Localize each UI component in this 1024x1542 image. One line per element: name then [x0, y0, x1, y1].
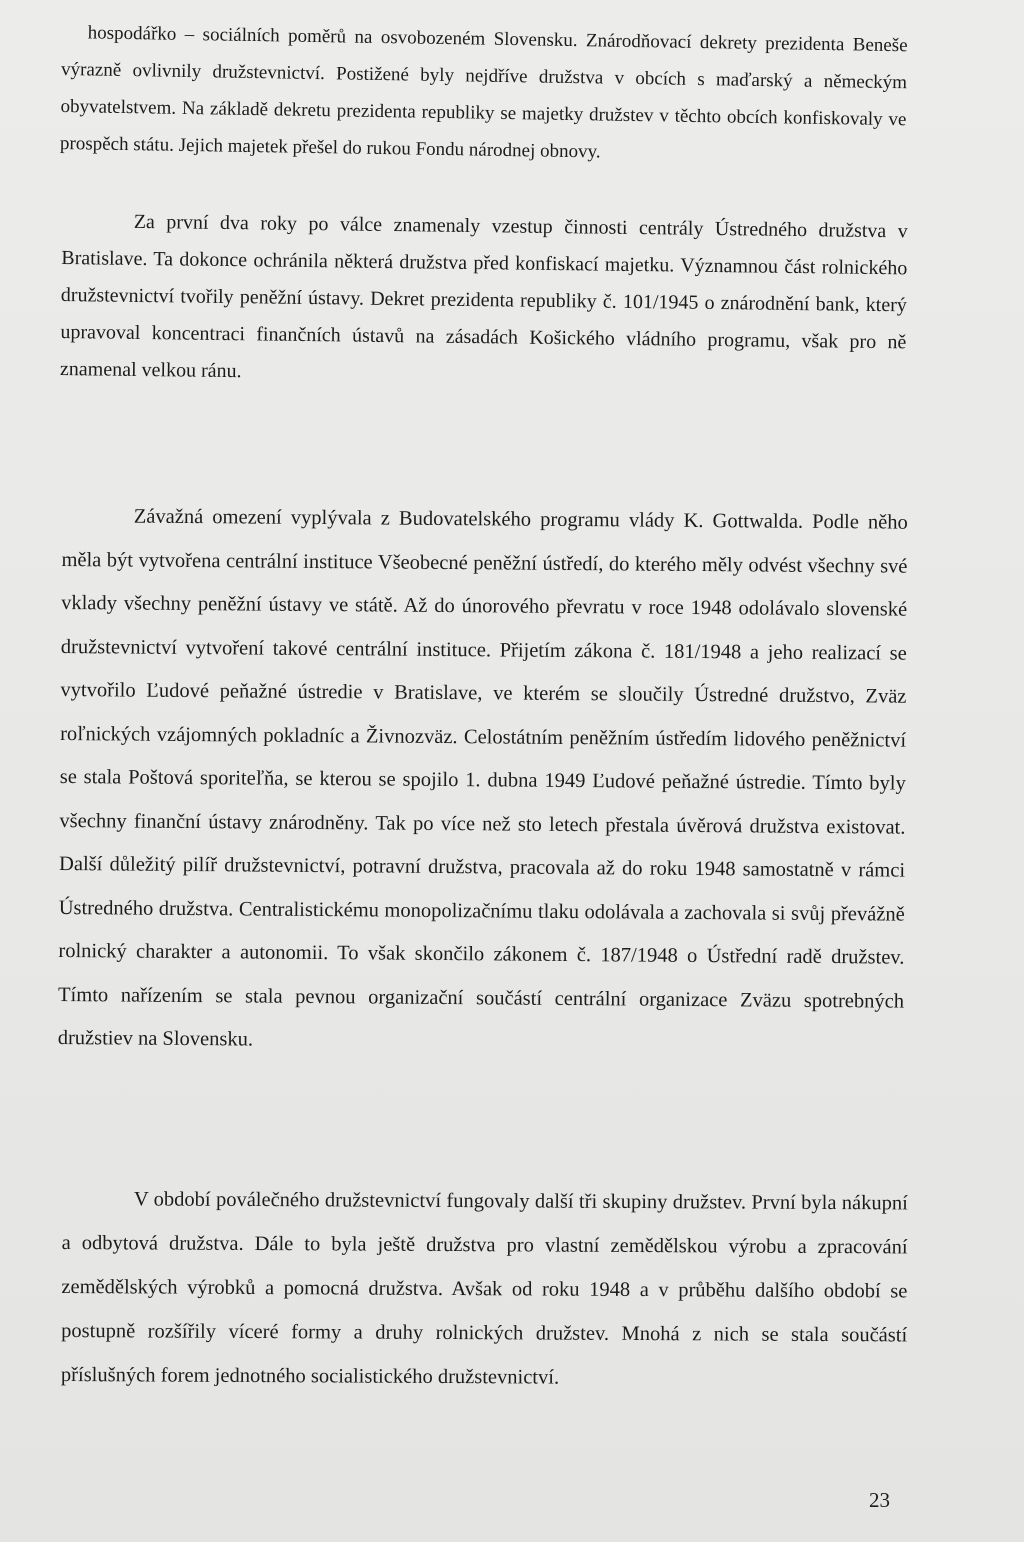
paragraph-4: V období poválečného družstevnictví fungovaly další tři skupiny družstev. První byla nákupní a odbytová družstva. Dále to byla ještě družstva pro vlastní zemědělskou výrobu a zpracování zemědělských výrobků a pomocná družstva. Avšak od roku 1948 a v průběhu dalšího období se postupně rozšířily víceré formy a druhy rolnických družstev. Mnohá z nich se stala součástí příslušných forem jednotného socialistického družstevnictví.	[60, 1188, 908, 1389]
paragraph-block-1	[60, 14, 908, 175]
paragraph-3: Závažná omezení vyplývala z Budovatelského programu vlády K. Gottwalda. Podle něho měla být vytvořena centrální instituce Všeobecné peněžní ústředí, do kterého měly odvést všechny své vklady všechny peněžní ústavy ve státě. Až do únorového převratu v roce 1948 odolávalo slovenské družstevnictví vytvoření takové centrální instituce. Přijetím zákona č. 181/1948 a jeho realizací se vytvořilo Ľudové peňažné ústredie v Bratislave, ve kterém se sloučily Ústredné družstvo, Zväz roľnických vzájomných pokladníc a Živnozväz. Celostátním peněžním ústředím lidového peněžnictví se stala Poštová sporiteľňa, se kterou se spojilo 1. dubna 1949 Ľudové peňažné ústredie. Tímto byly všechny finanční ústavy znárodněny. Tak po více než sto letech přestala úvěrová družstva existovat. Další důležitý pilíř družstevnictví, potravní družstva, pracovala až do roku 1948 samostatně v rámci Ústredného družstva. Centralistickému monopolizačnímu tlaku odolávala a zachovala si svůj převážně rolnický charakter a autonomii. To však skončilo zákonem č. 187/1948 o Ústřední radě družstev. Tímto nařízením se stala pevnou organizační součástí centrální organizace Zväzu spotrebných družstiev na Slovensku.	[57, 505, 908, 1051]
paragraph-block-3	[58, 495, 908, 1067]
paragraph-1: hospodářko – sociálních poměrů na osvobozeném Slovensku. Znárodňovací dekrety prezidenta Beneše výrazně ovlivnily družstevnictví. Postižené byly nejdříve družstva v obcích s maďarský a německým obyvatelstvem. Na základě dekretu prezidenta republiky se majetky družstev v těchto obcích konfiskovaly ve prospěch státu. Jejich majetek přešel do rukou Fondu národnej obnovy.	[59, 22, 908, 163]
paragraph-2: Za první dva roky po válce znamenaly vzestup činnosti centrály Ústredného družstva v Bratislave. Ta dokonce ochránila některá družstva před konfiskací majetku. Významnou část rolnického družstevnictví tvořily peněžní ústavy. Dekret prezidenta republiky č. 101/1945 o znárodnění bank, který upravoval koncentraci finančních ústavů na zásadách Košického vládního programu, však pro ně znamenal velkou ránu.	[59, 210, 908, 383]
paragraph-block-4	[61, 1177, 908, 1401]
paragraph-block-2	[60, 203, 908, 398]
page-number: 23	[869, 1488, 890, 1512]
